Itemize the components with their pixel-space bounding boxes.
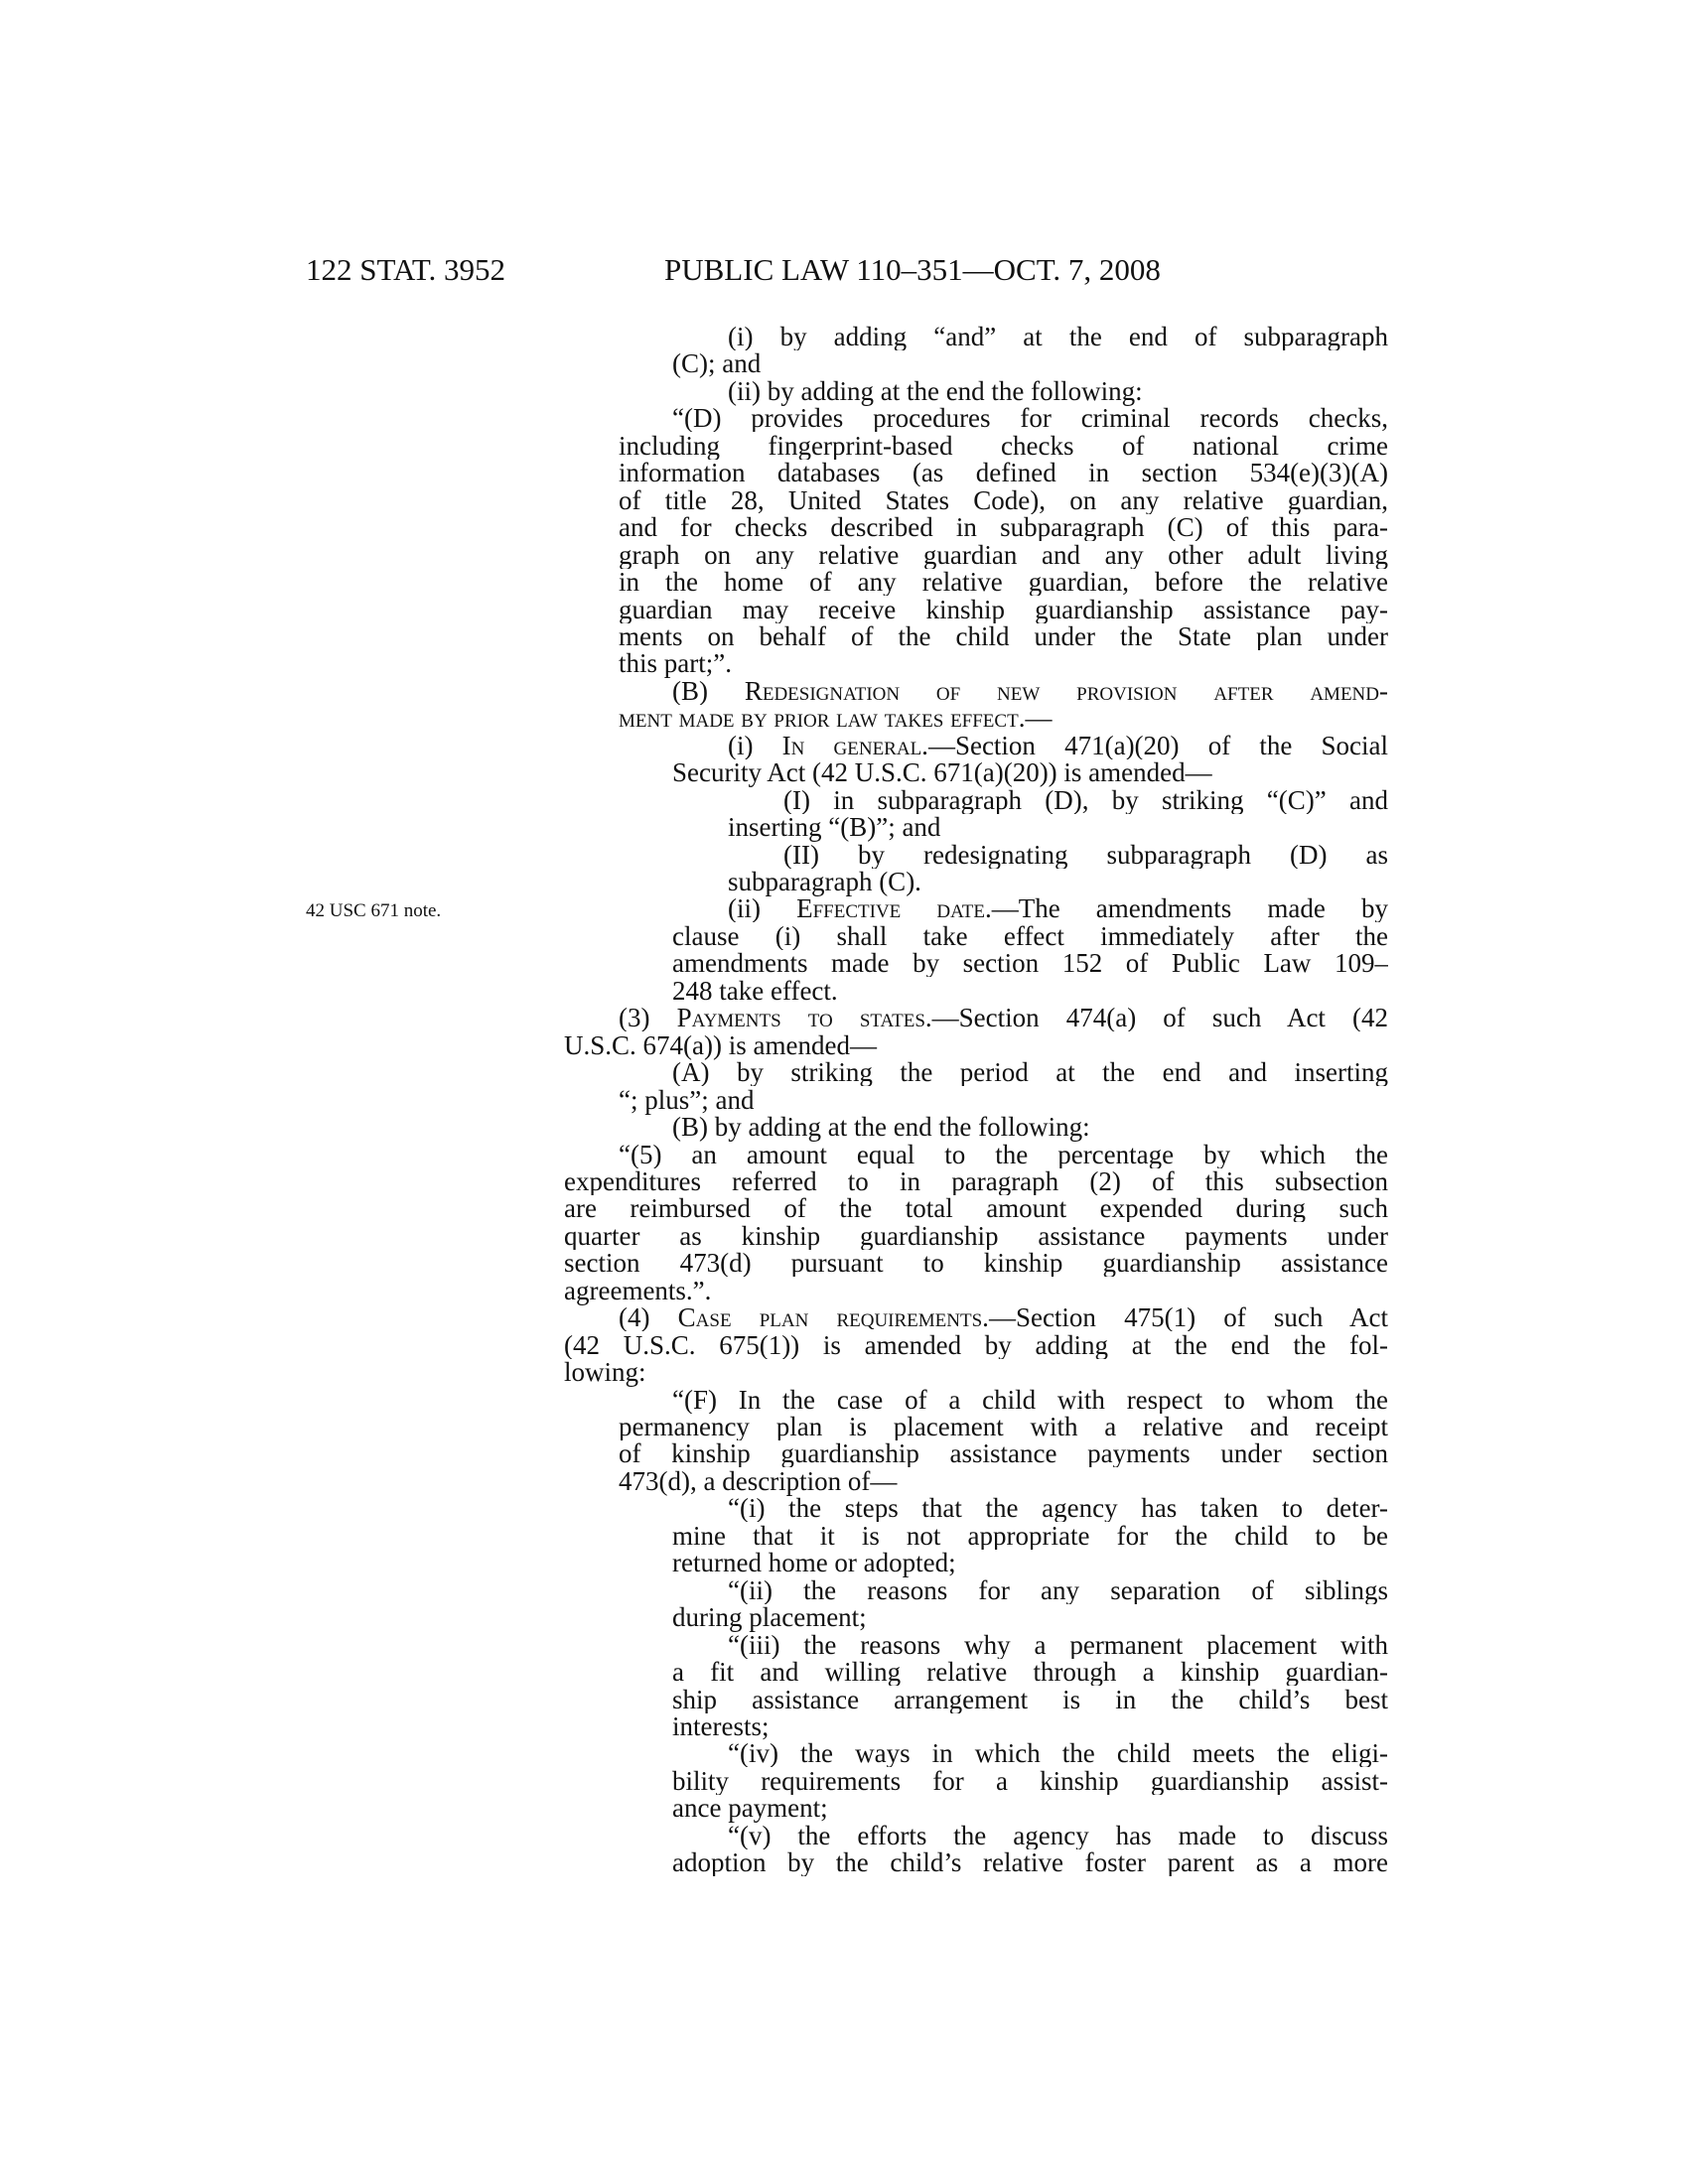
line-text: lowing: — [564, 1357, 646, 1388]
text-line — [564, 1249, 1388, 1277]
text-line — [619, 541, 1388, 569]
line-text: section 473(d) pursuant to kinship guardianship assistance — [564, 1249, 1388, 1278]
line-text: (B) — [672, 676, 745, 705]
line-text: ship assistance arrangement is in the child’s best — [672, 1685, 1388, 1713]
text-line — [672, 1522, 1388, 1550]
text-line — [619, 459, 1388, 486]
line-text: 473(d), a description of— — [619, 1465, 898, 1496]
text-line — [672, 977, 1388, 1005]
text-line — [672, 1794, 1388, 1822]
text-line — [728, 813, 1388, 841]
line-text: “; plus”; and — [619, 1084, 755, 1115]
line-text: (ii) — [728, 894, 797, 923]
line-text: (I) in subparagraph (D), by striking “(C)” and — [783, 785, 1388, 814]
line-text: inserting “(B)”; and — [728, 812, 941, 843]
text-line — [619, 513, 1388, 541]
line-text: guardian may receive kinship guardianship assistance pay- — [619, 595, 1388, 623]
text-line — [672, 1712, 1388, 1740]
text-line — [783, 786, 1388, 814]
line-text: “(5) an amount equal to the percentage by which the — [619, 1140, 1388, 1168]
text-line — [728, 894, 1388, 922]
line-text: subparagraph (C). — [728, 867, 921, 896]
text-line — [672, 1603, 1388, 1631]
text-line — [619, 622, 1388, 650]
text-line — [728, 1494, 1388, 1522]
text-line — [672, 1767, 1388, 1795]
text-line — [619, 568, 1388, 596]
text-line — [672, 758, 1388, 786]
line-text: U.S.C. 674(a)) is amended— — [564, 1029, 877, 1060]
text-line — [672, 1386, 1388, 1414]
line-text: —Section 471(a)(20) of the Social — [927, 731, 1388, 759]
text-line — [728, 323, 1388, 350]
line-text: mine that it is not appropriate for the child to be — [672, 1521, 1388, 1550]
margin-note: 42 USC 671 note. — [306, 900, 442, 922]
text-line — [619, 649, 1388, 677]
line-text: (3) — [619, 1004, 677, 1032]
line-text: (4) — [619, 1303, 678, 1332]
line-text: —Section 474(a) of such Act (42 — [931, 1004, 1388, 1032]
line-text: “(iv) the ways in which the child meets the eligi- — [728, 1739, 1388, 1768]
text-line — [783, 841, 1388, 869]
text-line — [619, 432, 1388, 460]
text-line — [672, 1658, 1388, 1686]
line-text: —The amendments made by — [991, 894, 1388, 923]
small-caps-heading: In general. — [781, 731, 928, 759]
small-caps-heading: ment made by prior law takes effect. — [619, 703, 1026, 734]
text-line — [619, 1413, 1388, 1440]
line-text: this part;”. — [619, 648, 732, 679]
text-line — [619, 1467, 1388, 1495]
text-line — [728, 377, 1388, 405]
text-line — [619, 1439, 1388, 1467]
line-text: Security Act (42 U.S.C. 671(a)(20)) is amended— — [672, 757, 1212, 788]
text-line — [728, 1631, 1388, 1659]
text-line — [672, 404, 1388, 432]
line-text: ments on behalf of the child under the State plan under — [619, 621, 1388, 650]
line-text: “(v) the efforts the agency has made to discuss — [728, 1821, 1388, 1849]
line-text: in the home of any relative guardian, before the relative — [619, 568, 1388, 597]
line-text: “(D) provides procedures for criminal records checks, — [672, 404, 1388, 433]
line-text: agreements.”. — [564, 1275, 712, 1305]
line-text: (C); and — [672, 348, 762, 379]
text-line — [619, 1303, 1388, 1331]
line-text: expenditures referred to in paragraph (2) of this subsection — [564, 1166, 1388, 1195]
text-line — [672, 949, 1388, 977]
line-text: (II) by redesignating subparagraph (D) as — [783, 840, 1388, 869]
line-text: 248 take effect. — [672, 975, 838, 1006]
line-text: interests; — [672, 1710, 770, 1741]
text-line — [672, 677, 1388, 705]
line-text: and for checks described in subparagraph (C) of this para- — [619, 513, 1388, 542]
line-text: “(iii) the reasons why a permanent placement with — [728, 1630, 1388, 1659]
line-text: “(F) In the case of a child with respect to whom the — [672, 1385, 1388, 1414]
line-text: during placement; — [672, 1602, 867, 1633]
text-line — [564, 1167, 1388, 1195]
line-text: —Section 475(1) of such Act — [988, 1303, 1388, 1332]
text-line — [728, 1822, 1388, 1849]
line-text: (42 U.S.C. 675(1)) is amended by adding at the end the fol- — [564, 1330, 1388, 1359]
small-caps-heading: Case plan requirements. — [677, 1303, 989, 1332]
text-line — [564, 1194, 1388, 1222]
line-text: “(ii) the reasons for any separation of siblings — [728, 1575, 1388, 1604]
text-line — [564, 1222, 1388, 1250]
text-line — [619, 1004, 1388, 1031]
line-text: a fit and willing relative through a kinship guardian- — [672, 1658, 1388, 1687]
text-line — [672, 1848, 1388, 1876]
line-text: (ii) by adding at the end the following: — [728, 375, 1143, 406]
line-text: (B) by adding at the end the following: — [672, 1112, 1090, 1143]
line-text: returned home or adopted; — [672, 1548, 956, 1578]
line-text: including fingerprint-based checks of national crime — [619, 431, 1388, 460]
line-text: are reimbursed of the total amount expended during such — [564, 1194, 1388, 1223]
text-line — [728, 732, 1388, 759]
text-line — [564, 1031, 1388, 1059]
line-text: (i) by adding “and” at the end of subparagraph — [728, 323, 1388, 350]
line-text: adoption by the child’s relative foster parent as a more — [672, 1848, 1388, 1877]
text-line — [728, 1739, 1388, 1767]
small-caps-heading: Payments to states. — [676, 1004, 932, 1032]
line-text: permanency plan is placement with a relative and receipt — [619, 1413, 1388, 1440]
text-line — [672, 1113, 1388, 1141]
text-line — [564, 1277, 1388, 1304]
text-line — [672, 1058, 1388, 1086]
text-line — [564, 1331, 1388, 1359]
line-text: of title 28, United States Code), on any relative guardian, — [619, 485, 1388, 514]
text-line — [619, 1141, 1388, 1168]
line-text: — — [1025, 703, 1053, 734]
line-text: clause (i) shall take effect immediately after the — [672, 921, 1388, 950]
line-text: of kinship guardianship assistance payments under section — [619, 1439, 1388, 1468]
line-text: (i) — [728, 731, 782, 759]
text-line — [619, 1086, 1388, 1114]
running-head: PUBLIC LAW 110–351—OCT. 7, 2008 — [664, 252, 1161, 287]
text-line — [619, 486, 1388, 514]
line-text: (A) by striking the period at the end and inserting — [672, 1058, 1388, 1087]
text-line — [672, 349, 1388, 377]
line-text: bility requirements for a kinship guardianship assist- — [672, 1766, 1388, 1795]
line-text: quarter as kinship guardianship assistance payments under — [564, 1221, 1388, 1250]
line-text: “(i) the steps that the agency has taken to deter- — [728, 1494, 1388, 1523]
line-text: graph on any relative guardian and any other adult living — [619, 540, 1388, 569]
line-text: information databases (as defined in section 534(e)(3)(A) — [619, 459, 1388, 487]
text-line — [672, 922, 1388, 950]
text-line — [728, 1576, 1388, 1604]
line-text: ance payment; — [672, 1793, 828, 1824]
text-line — [728, 868, 1388, 895]
small-caps-heading: Effective date. — [796, 894, 992, 923]
line-text: amendments made by section 152 of Public Law 109– — [672, 949, 1388, 978]
small-caps-heading: Redesignation of new provision after amend- — [744, 676, 1388, 705]
page-stat-citation: 122 STAT. 3952 — [306, 252, 506, 287]
text-line — [672, 1549, 1388, 1576]
text-line — [619, 596, 1388, 623]
text-line — [619, 704, 1388, 732]
text-line — [564, 1358, 1388, 1386]
text-line — [672, 1686, 1388, 1713]
